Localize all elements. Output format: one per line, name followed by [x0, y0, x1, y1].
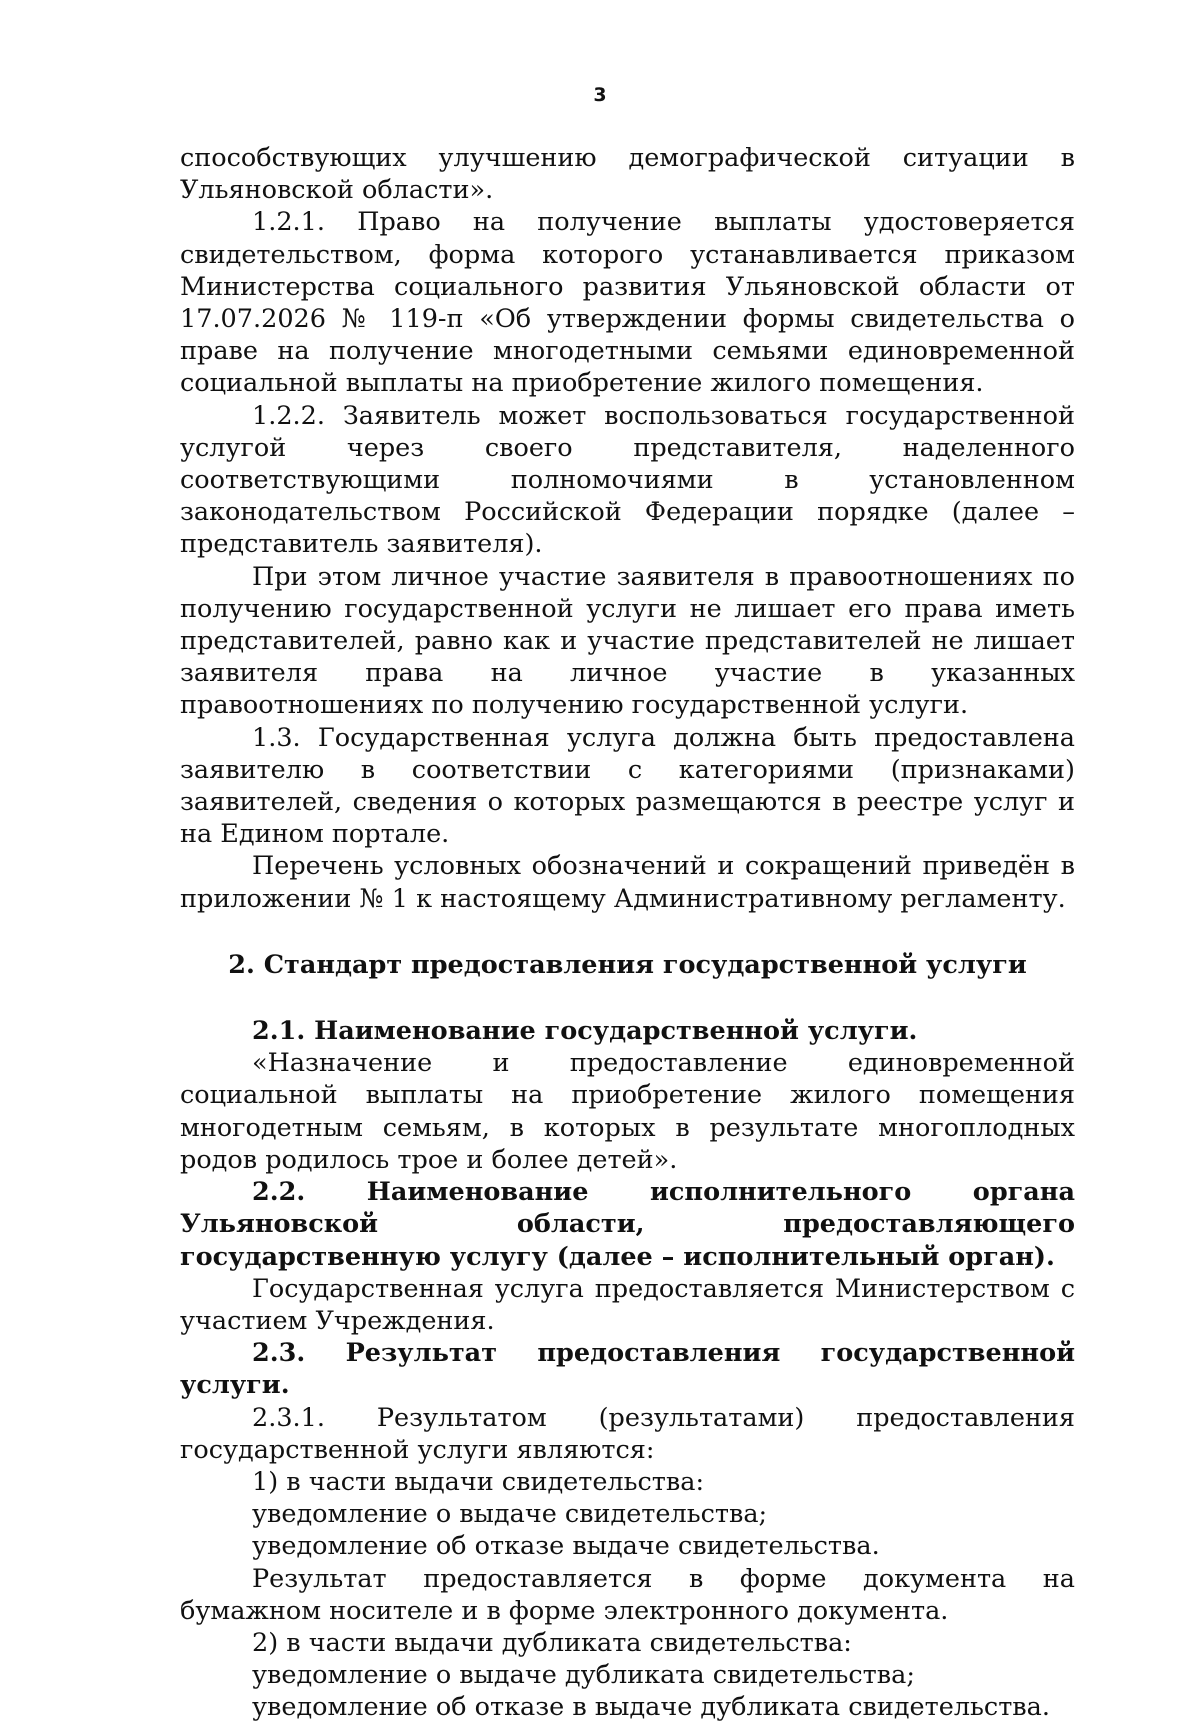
list-item-1-b: уведомление об отказе выдаче свидетельства.: [252, 1531, 880, 1562]
list-item-2-b: уведомление об отказе в выдаче дубликата свидетельства.: [252, 1692, 1050, 1723]
section-2-1-text: «Назначение и предоставление единовременной социальной выплаты на приобретение жилого помещения многодетным семьям, в которых в результате многоплодных родов родилось трое и более детей».: [180, 1048, 1075, 1175]
section-2-1-heading: 2.1. Наименование государственной услуги.: [252, 1016, 918, 1047]
list-item-2: 2) в части выдачи дубликата свидетельства:: [252, 1627, 852, 1658]
result-form-text: Результат предоставляется в форме документа на бумажном носителе и в форме электронного документа.: [180, 1563, 1075, 1626]
paragraph-1-2-2: 1.2.2. Заявитель может воспользоваться государственной услугой через своего представителя, наделенного соответствующими полномочиями в установленном законодательством Российской Федерации порядке (далее – представитель заявителя).: [180, 400, 1075, 560]
spacer: [180, 915, 1075, 949]
section-2-3-1-text: 2.3.1. Результатом (результатами) предоставления государственной услуги являются:: [180, 1402, 1075, 1465]
section-2-heading: 2. Стандарт предоставления государственной услуги: [228, 949, 1027, 980]
section-2-2-text: Государственная услуга предоставляется Министерством с участием Учреждения.: [180, 1273, 1075, 1336]
paragraph-abbreviations: Перечень условных обозначений и сокращений приведён в приложении № 1 к настоящему Административному регламенту.: [180, 851, 1075, 914]
spacer: [180, 981, 1075, 1015]
page-number: 3: [593, 84, 607, 106]
paragraph-1-3: 1.3. Государственная услуга должна быть предоставлена заявителю в соответствии с категориями (признаками) заявителей, сведения о которых размещаются в реестре услуг и на Едином портале.: [180, 722, 1075, 850]
list-item-2-a: уведомление о выдаче дубликата свидетельства;: [252, 1660, 915, 1691]
paragraph-1-2-1: 1.2.1. Право на получение выплаты удостоверяется свидетельством, форма которого устанавливается приказом Министерства социального развития Ульяновской области от 17.07.2026 № 119-п «Об утверждении формы свидетельства о праве на получение многодетными семьями единовременной социальной выплаты на приобретение жилого помещения.: [180, 207, 1075, 399]
section-2-2-heading: 2.2. Наименование исполнительного органа Ульяновской области, предоставляющего государственную услугу (далее – исполнительный орган).: [180, 1177, 1075, 1272]
list-item-1-a: уведомление о выдаче свидетельства;: [252, 1499, 768, 1530]
paragraph-continuation: способствующих улучшению демографической ситуации в Ульяновской области».: [180, 143, 1075, 206]
paragraph-personal-participation: При этом личное участие заявителя в правоотношениях по получению государственной услуги не лишает его права иметь представителей, равно как и участие представителей не лишает заявителя права на личное участие в указанных правоотношениях по получению государственной услуги.: [180, 561, 1075, 721]
section-2-3-heading: 2.3. Результат предоставления государственной услуги.: [180, 1338, 1075, 1401]
list-item-1: 1) в части выдачи свидетельства:: [252, 1466, 705, 1497]
document-body: [180, 142, 1075, 1724]
